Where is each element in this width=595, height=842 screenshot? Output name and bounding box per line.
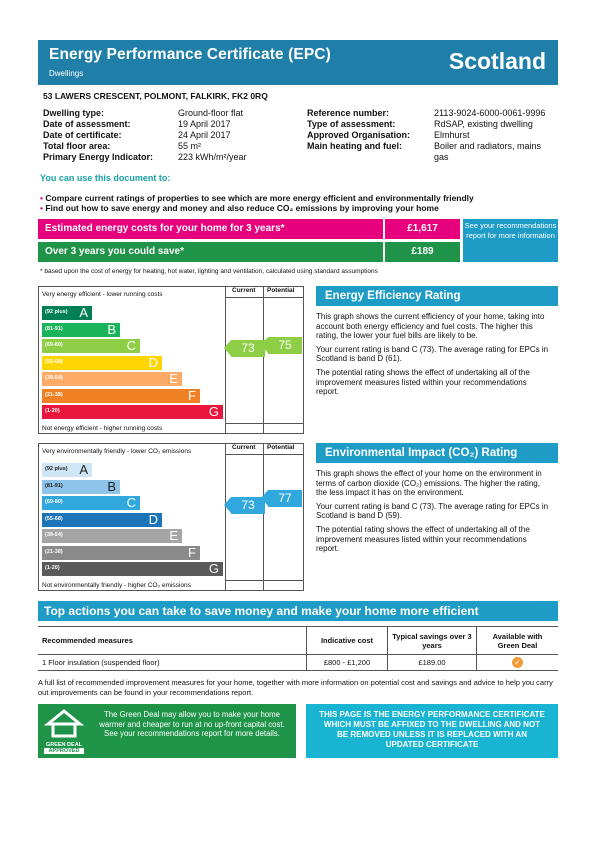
green-deal-cell	[477, 655, 559, 671]
band-range: (92 plus)	[45, 309, 68, 315]
detail-row	[43, 152, 293, 163]
band-range: (21-38)	[45, 548, 63, 555]
table-row	[38, 655, 558, 671]
band-range: (55-68)	[45, 515, 63, 522]
affix-notice: THIS PAGE IS THE ENERGY PERFORMANCE CERTIFICATE WHICH MUST BE AFFIXED TO THE DWELLING AND NOT BE REMOVED UNLESS IT IS REPLACED WITH AN UPDATED CERTIFICATE	[306, 704, 558, 758]
detail-row	[307, 130, 557, 141]
top-actions-title: Top actions you can take to save money and make your home more efficient	[38, 601, 558, 621]
recommended-measures-table	[38, 626, 558, 671]
detail-value: 24 April 2017	[178, 130, 231, 140]
rating-band-d	[42, 356, 162, 370]
estimated-costs-label: Estimated energy costs for your home for 3 years*	[38, 219, 383, 239]
property-details-left	[43, 108, 293, 163]
panel-title: Energy Efficiency Rating	[316, 286, 558, 306]
check-icon: ✓	[512, 657, 523, 668]
cost-cell: £800 - £1,200	[307, 655, 388, 671]
detail-key: Primary Energy Indicator:	[43, 152, 154, 162]
detail-value: Boiler and radiators, mains gas	[434, 141, 542, 162]
band-letter: D	[148, 354, 158, 370]
energy-efficiency-panel	[316, 286, 558, 397]
band-range: (39-54)	[45, 532, 63, 538]
band-letter: B	[107, 478, 116, 494]
current-rating-pointer: 73	[231, 340, 265, 357]
band-letter: B	[107, 321, 116, 337]
bullet-2: • Find out how to save energy and money and also reduce CO₂ emissions by improving your home	[40, 203, 439, 213]
band-letter: A	[79, 305, 88, 320]
band-range: (39-54)	[45, 375, 63, 381]
rating-band-g	[42, 562, 223, 576]
panel-paragraph: Your current rating is band C (73). The average rating for EPCs in Scotland is band D (59).	[316, 501, 549, 521]
rating-band-e	[42, 529, 182, 543]
see-recommendations-box: See your recommendations report for more information	[463, 219, 558, 262]
band-range: (81-91)	[45, 482, 63, 489]
band-range: (1-20)	[45, 565, 60, 571]
detail-row	[307, 108, 557, 119]
rating-band-f	[42, 389, 200, 403]
potential-rating-pointer: 75	[268, 337, 302, 354]
top-label: Very environmentally friendly - lower CO₂ emissions	[42, 448, 192, 455]
rating-band-c	[42, 339, 140, 353]
band-letter: F	[188, 387, 196, 403]
detail-row	[307, 141, 557, 163]
detail-row	[43, 130, 293, 141]
potential-col-header: Potential	[267, 287, 295, 294]
detail-key: Total floor area:	[43, 141, 111, 151]
country-label: Scotland	[448, 48, 546, 74]
green-deal-text: The Green Deal may allow you to make your home warmer and cheaper to run at no up-front capital cost. See your recommendations report for more details.	[99, 710, 285, 738]
detail-key: Dwelling type:	[43, 108, 105, 118]
detail-key: Type of assessment:	[307, 119, 396, 129]
detail-row	[43, 141, 293, 152]
detail-value: 55 m²	[178, 141, 202, 151]
detail-key: Reference number:	[307, 108, 390, 118]
band-letter: E	[169, 528, 178, 543]
savings-cell: £189.00	[388, 655, 477, 671]
environmental-impact-panel	[316, 443, 558, 554]
environmental-impact-chart	[38, 443, 304, 591]
top-label: Very energy efficient - lower running costs	[42, 291, 163, 298]
rating-band-a	[42, 306, 92, 320]
col-header: Available with Green Deal	[477, 627, 559, 655]
savings-label: Over 3 years you could save*	[38, 242, 383, 262]
band-letter: G	[208, 404, 219, 419]
bottom-label: Not energy efficient - higher running costs	[42, 425, 163, 432]
green-deal-logo: GREEN DEAL APPROVED	[44, 708, 84, 754]
band-letter: E	[169, 371, 178, 386]
band-range: (69-80)	[45, 499, 63, 505]
band-range: (21-38)	[45, 391, 63, 398]
detail-value: RdSAP, existing dwelling	[434, 119, 533, 129]
rating-band-a	[42, 463, 92, 477]
energy-efficiency-chart	[38, 286, 304, 434]
rating-band-e	[42, 372, 182, 386]
detail-value: 223 kWh/m²/year	[178, 152, 247, 162]
property-address: 53 LAWERS CRESCENT, POLMONT, FALKIRK, FK2 0RQ	[43, 91, 268, 101]
detail-key: Approved Organisation:	[307, 130, 411, 140]
band-letter: D	[148, 511, 158, 527]
table-header-row	[38, 627, 558, 655]
potential-col-header: Potential	[267, 444, 295, 451]
band-range: (92 plus)	[45, 466, 68, 472]
detail-row	[43, 108, 293, 119]
panel-paragraph: This graph shows the current efficiency of your home, taking into account both energy efficiency and fuel costs. The higher this rating, the lower your fuel bills are likely to be.	[316, 312, 545, 341]
detail-row	[43, 119, 293, 130]
detail-key: Date of certificate:	[43, 130, 122, 140]
measure-cell: 1 Floor insulation (suspended floor)	[38, 655, 307, 671]
current-col-header: Current	[232, 444, 256, 451]
property-details-right	[307, 108, 557, 163]
epc-header	[38, 40, 558, 85]
current-rating-pointer: 73	[231, 497, 265, 514]
rating-band-d	[42, 513, 162, 527]
rating-band-f	[42, 546, 200, 560]
band-range: (81-91)	[45, 325, 63, 332]
savings-value: £189	[385, 242, 460, 262]
detail-row	[307, 119, 557, 130]
band-range: (69-80)	[45, 342, 63, 348]
rating-band-b	[42, 480, 120, 494]
bottom-label: Not environmentally friendly - higher CO₂ emissions	[42, 582, 191, 589]
estimated-costs-value: £1,617	[385, 219, 460, 239]
detail-value: Elmhurst	[434, 130, 470, 140]
doc-title: Energy Performance Certificate (EPC)	[49, 46, 331, 63]
col-header: Typical savings over 3 years	[388, 627, 477, 655]
full-list-note: A full list of recommended improvement measures for your home, together with more information on potential cost and savings and advice to help you carry out improvements can be found in your recommendations report.	[38, 678, 553, 697]
detail-key: Main heating and fuel:	[307, 141, 403, 151]
cost-footnote: * based upon the cost of energy for heating, hot water, lighting and ventilation, calculated using standard assumptions	[40, 268, 378, 275]
current-col-header: Current	[232, 287, 256, 294]
band-letter: C	[126, 495, 136, 510]
band-range: (55-68)	[45, 358, 63, 365]
band-letter: A	[79, 462, 88, 477]
col-header: Recommended measures	[38, 627, 307, 655]
rating-band-b	[42, 323, 120, 337]
use-heading: You can use this document to:	[40, 173, 171, 183]
panel-paragraph: Your current rating is band C (73). The average rating for EPCs in Scotland is band D (61).	[316, 344, 549, 364]
panel-title: Environmental Impact (CO₂) Rating	[316, 443, 558, 463]
green-deal-box	[38, 704, 296, 758]
rating-band-c	[42, 496, 140, 510]
panel-paragraph: The potential rating shows the effect of undertaking all of the improvement measures listed within your recommendations report.	[316, 367, 530, 397]
rating-band-g	[42, 405, 223, 419]
band-letter: F	[188, 544, 196, 560]
detail-key: Date of assessment:	[43, 119, 131, 129]
band-letter: C	[126, 338, 136, 353]
band-letter: G	[208, 561, 219, 576]
detail-value: 2113-9024-6000-0061-9996	[434, 108, 546, 118]
panel-paragraph: This graph shows the effect of your home on the environment in terms of carbon dioxide (CO₂) emissions. The higher the rating, the less impact it has on the environment.	[316, 469, 542, 498]
bullet-1: • Compare current ratings of properties to see which are more energy efficient and environmentally friendly	[40, 193, 474, 203]
col-header: Indicative cost	[307, 627, 388, 655]
detail-value: 19 April 2017	[178, 119, 231, 129]
doc-subtitle: Dwellings	[49, 69, 84, 78]
panel-paragraph: The potential rating shows the effect of undertaking all of the improvement measures listed within your recommendations report.	[316, 524, 530, 554]
detail-value: Ground-floor flat	[178, 108, 244, 118]
band-range: (1-20)	[45, 408, 60, 414]
potential-rating-pointer: 77	[268, 490, 302, 507]
